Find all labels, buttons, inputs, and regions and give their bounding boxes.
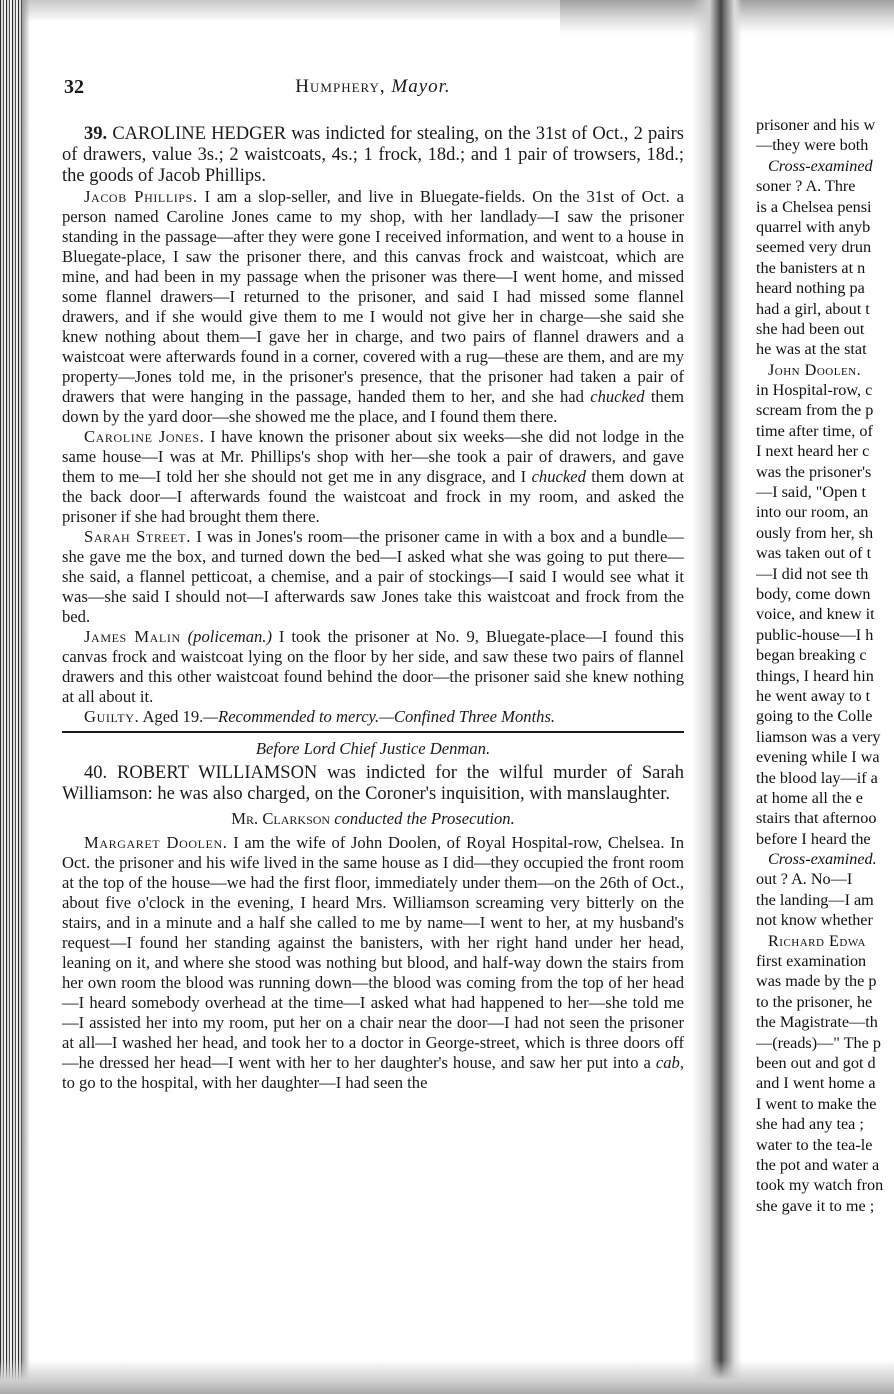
facing-page-line: been out and got d [756,1053,876,1072]
testimony-paragraph [62,187,684,427]
facing-page-line: quarrel with anyb [756,217,871,236]
facing-page-line: the landing—I am [756,890,874,909]
left-page-edges [0,0,22,1394]
facing-page-line: Cross-examined. [768,850,877,869]
facing-page-line: first examination [756,952,867,971]
witness-name: Margaret Doolen. [84,833,228,852]
counsel-role: conducted the Prosecution. [334,809,515,828]
case-40-indictment: ROBERT WILLIAMSON was indicted for the wilful murder of Sarah Williamson: he was also charged, on the Coroner's inquisition, with manslaughter. [62,763,685,804]
testimony-text: them down at the back door—I afterwards found the waistcoat and frock in my room, and asked the prisoner if she had brought them there. [62,467,684,526]
verdict-sentence: —Recommended to mercy.—Confined Three Months. [203,707,556,726]
facing-page-line: soner ? A. Thre [756,177,856,196]
witness-name: Sarah Street. [84,527,191,546]
case-40-number: 40. [84,763,108,783]
facing-page-line: time after time, of [756,421,873,440]
facing-page-line: public-house—I h [756,625,874,644]
facing-page-line: scream from the p [756,401,874,420]
case-39-heading [62,124,684,187]
left-edge-shadow [22,0,30,1394]
facing-page-line: he was at the stat [756,340,867,359]
facing-page-line: out ? A. No—I [756,870,853,889]
facing-page-line: she had any tea ; [756,1115,864,1134]
page-content [62,124,684,1093]
witness-name: James Malin [84,627,181,646]
facing-page-line: —I said, "Open t [756,483,867,502]
testimony-text: I was in Jones's room—the prisoner came in with a box and a bundle—she gave me the box, and turned down the bed—I asked what she was going to put there—she said, a flannel petticoat, a chemise, and a pair of stockings—I said I would see what it was—she said I should not—I afterwards saw Jones take this waistcoat and frock from the bed. [62,527,684,626]
case-40-heading [62,763,684,805]
facing-page-line: before I heard the [756,829,871,848]
facing-page-line: stairs that afternoo [756,809,877,828]
facing-page-fragment [756,115,894,1216]
mayor-name: Humphery, [295,76,386,97]
facing-page-line: —they were both [756,136,869,155]
mayor-office: Mayor. [391,76,451,97]
facing-page-line: —(reads)—" The p [756,1033,881,1052]
facing-page-line: was the prisoner's [756,462,872,481]
testimony-paragraph [62,833,684,1093]
facing-page-line: seemed very drun [756,238,872,257]
facing-page-line: in Hospital-row, c [756,381,873,400]
facing-page-line: body, come down [756,584,871,603]
running-head [62,70,684,104]
facing-page-line: at home all the e [756,788,863,807]
testimony-text: , to go to the hospital, with her daughter—I had seen the [62,1053,684,1092]
facing-page-line: heard nothing pa [756,279,865,298]
witness-name: Jacob Phillips. [84,187,198,206]
facing-page-line: and I went home a [756,1074,876,1093]
testimony-text: chucked [531,467,586,486]
counsel-name: Mr. Clarkson [231,809,331,828]
facing-page-line: going to the Colle [756,707,873,726]
testimony-paragraph [62,527,684,627]
facing-page-line: evening while I wa [756,748,880,767]
facing-page-line: Cross-examined [768,156,873,175]
testimony-text: them down by the yard door—she showed me the place, and I found them there. [62,387,685,426]
left-page [62,70,684,1093]
testimony-text: I am the wife of John Doolen, of Royal Hospital-row, Chelsea. In Oct. the prisoner and his wife lived in the same house as I did—they occupied the front room at the top of the house—we had the first floor, immediately under them—on the 26th of Oct., about five o'clock in the evening, I heard Mrs. Williamson screaming very bitterly on the stairs, and in a minute and a half she called to me by name—I went to her, at my husband's request—I found her standing against the banisters, with her right hand under her head, leaning on it, and where she stood was nothing but blood, and half-way down the stairs from her own room the blood was running down—the blood was coming from the top of her head—I heard somebody overhead at the time—I asked what had happened to her—she told me—I assisted her into my room, put her on a chair near the door—I had not seen the prisoner at all—I washed her head, and took her to a doctor in George-street, which is three doors off—he dressed her head—I went with her to her daughter's house, and saw her put into a [62,833,684,1072]
facing-page-line: —I did not see th [756,564,869,583]
case-39-indictment: CAROLINE HEDGER was indicted for stealing, on the 31st of Oct., 2 pairs of drawers, value 3s.; 2 waistcoats, 4s.; 1 frock, 18d.; and 1 pair of trowsers, 18d.; the goods of Jacob Phillips. [62,124,685,186]
running-title [295,76,450,98]
section-divider [62,731,684,733]
facing-page-line: the banisters at n [756,258,866,277]
testimony-text: chucked [590,387,645,406]
facing-page-line: was made by the p [756,972,877,991]
facing-page-line: things, I heard hin [756,666,874,685]
facing-page-line: she had been out [756,319,865,338]
facing-page-line: I went to make the [756,1094,877,1113]
facing-page-line: water to the tea-le [756,1135,873,1154]
testimony-text: I took the prisoner at No. 9, Bluegate-place—I found this canvas frock and waistcoat lying on the floor by her side, and saw these two pairs of flannel drawers and this other waistcoat found behind the door—the prisoner said she knew nothing at all about it. [62,627,684,706]
facing-page-line: voice, and knew it [756,605,875,624]
page-number: 32 [64,76,84,98]
facing-page-line: not know whether [756,911,873,930]
facing-page-line: began breaking c [756,646,867,665]
case-39-testimony [62,187,684,707]
facing-page-line: liamson was a very [756,727,881,746]
facing-page-line: the Magistrate—th [756,1013,878,1032]
testimony-text: cab [655,1053,680,1072]
facing-page-line: the pot and water a [756,1155,880,1174]
facing-page-line: was taken out of t [756,544,872,563]
case-39-verdict [62,707,684,727]
witness-name: Caroline Jones. [84,427,205,446]
court-before-text: Before Lord Chief Justice Denman. [255,739,491,758]
facing-page-line: prisoner and his w [756,116,876,134]
facing-page-line: into our room, an [756,503,869,522]
facing-page-line: I next heard her c [756,442,870,461]
testimony-paragraph [62,627,684,707]
facing-page-line: Richard Edwa [768,931,866,950]
facing-page-line: had a girl, about t [756,299,870,318]
verdict-label: Guilty. [84,707,140,726]
facing-page-line: took my watch fron [756,1176,884,1195]
testimony-text: I have known the prisoner about six weeks—she did not lodge in the same house—I was at Mr. Phillips's shop with her—she took a pair of drawers, and gave them to me—I told her she should not get me in any disgrace, and I [62,427,684,486]
facing-page-line: she gave it to me ; [756,1196,875,1215]
facing-page-line: the blood lay—if a [756,768,878,787]
witness-role: (policeman.) [187,627,272,646]
facing-page-line: John Doolen. [768,360,862,379]
testimony-paragraph [62,427,684,527]
prosecution-counsel [62,809,684,829]
facing-page-line: to the prisoner, he [756,992,873,1011]
case-39-number: 39. [84,124,108,144]
facing-page-line: is a Chelsea pensi [756,197,872,216]
facing-page-line: ously from her, sh [756,523,874,542]
court-before [62,739,684,759]
bottom-page-shadow [0,1360,894,1394]
testimony-text: I am a slop-seller, and live in Bluegate-fields. On the 31st of Oct. a person named Caroline Jones came to my shop, with her landlady—I saw the prisoner standing in the passage—after they were gone I received information, and went to a house in Bluegate-place, I saw the prisoner there, and this canvas frock and waistcoat, which are mine, and had been in my passage when the prisoner was there—I went home, and missed some flannel drawers—I returned to the prisoner, and said I had missed some flannel drawers, and if she would give them to me I would not give her in charge—she said she knew nothing about them—I gave her in charge, and two pairs of flannel drawers and a waistcoat were afterwards found in a corner, covered with a rug—these are them, and are my property—Jones told me, in the prisoner's presence, that the prisoner had taken a pair of drawers that were hanging in the passage, handed them to her, and she had [62,187,684,406]
book-gutter [692,0,742,1394]
facing-page-line: he went away to t [756,686,871,705]
verdict-age: Aged 19. [142,707,204,726]
case-40-testimony [62,833,684,1093]
